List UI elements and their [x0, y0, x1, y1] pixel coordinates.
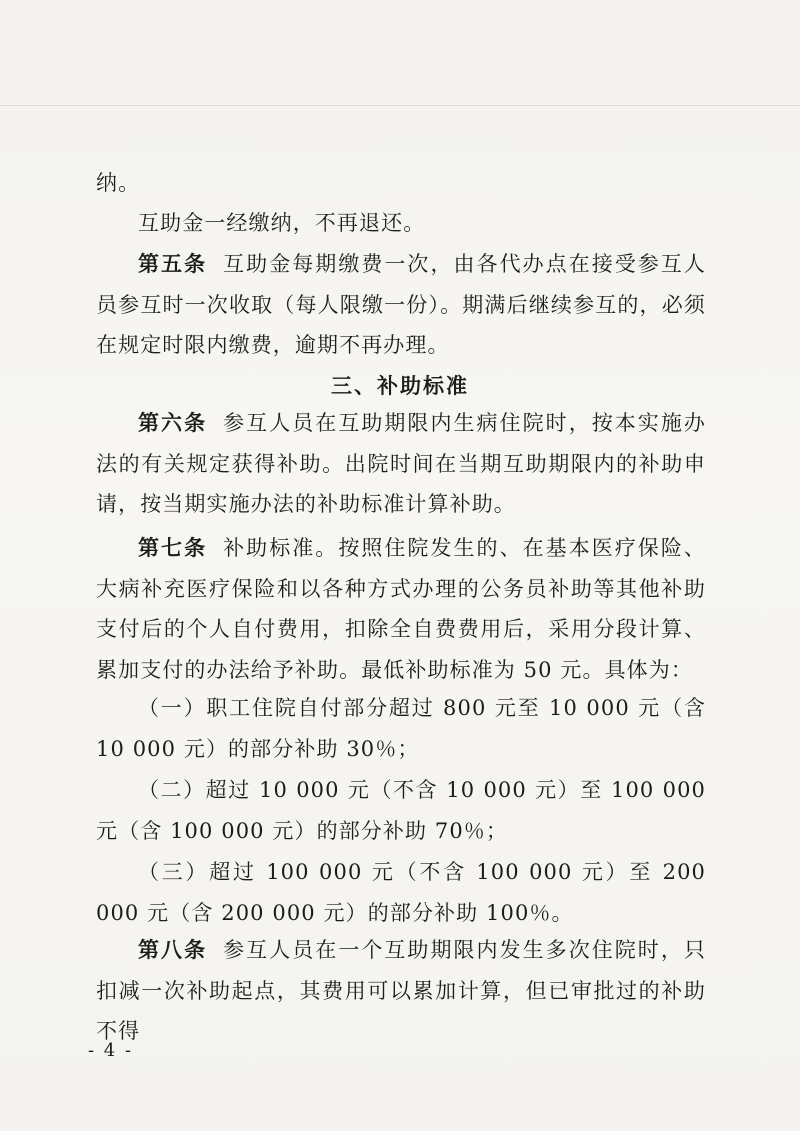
page-number: - 4 -	[88, 1040, 134, 1061]
article-8	[96, 930, 706, 1052]
item-3: （三）超过 100 000 元（不含 100 000 元）至 200 000 元（含 200 000 元）的部分补助 100％。	[96, 860, 706, 925]
scan-edge-line	[0, 105, 800, 106]
article-7-label: 第七条	[138, 535, 208, 560]
section-heading: 三、补助标准	[331, 373, 469, 398]
article-8-label: 第八条	[138, 937, 208, 962]
item-2: （二）超过 10 000 元（不含 10 000 元）至 100 000 元（含 100 000 元）的部分补助 70％；	[96, 778, 706, 843]
paragraph-continuation: 纳。	[96, 171, 141, 195]
article-5-label: 第五条	[138, 251, 208, 276]
item-1: （一）职工住院自付部分超过 800 元至 10 000 元（含 10 000 元）的部分补助 30％；	[96, 696, 706, 761]
article-5-text: 互助金每期缴费一次，由各代办点在接受参互人员参互时一次收取（每人限缴一份）。期满后继续参互的，必须在规定时限内缴费，逾期不再办理。	[96, 252, 706, 357]
paragraph-refund: 互助金一经缴纳，不再退还。	[138, 211, 426, 235]
article-6	[96, 403, 706, 525]
article-5	[96, 244, 706, 366]
article-6-text: 参互人员在互助期限内生病住院时，按本实施办法的有关规定获得补助。出院时间在当期互助期限内的补助申请，按当期实施办法的补助标准计算补助。	[96, 411, 706, 516]
article-6-label: 第六条	[138, 410, 208, 435]
article-7	[96, 528, 706, 690]
article-8-text: 参互人员在一个互助期限内发生多次住院时，只扣减一次补助起点，其费用可以累加计算，但已审批过的补助不得	[96, 938, 706, 1043]
article-7-text: 补助标准。按照住院发生的、在基本医疗保险、大病补充医疗保险和以各种方式办理的公务员补助等其他补助支付后的个人自付费用，扣除全自费费用后，采用分段计算、累加支付的办法给予补助。最低补助标准为 50 元。具体为：	[96, 536, 706, 682]
